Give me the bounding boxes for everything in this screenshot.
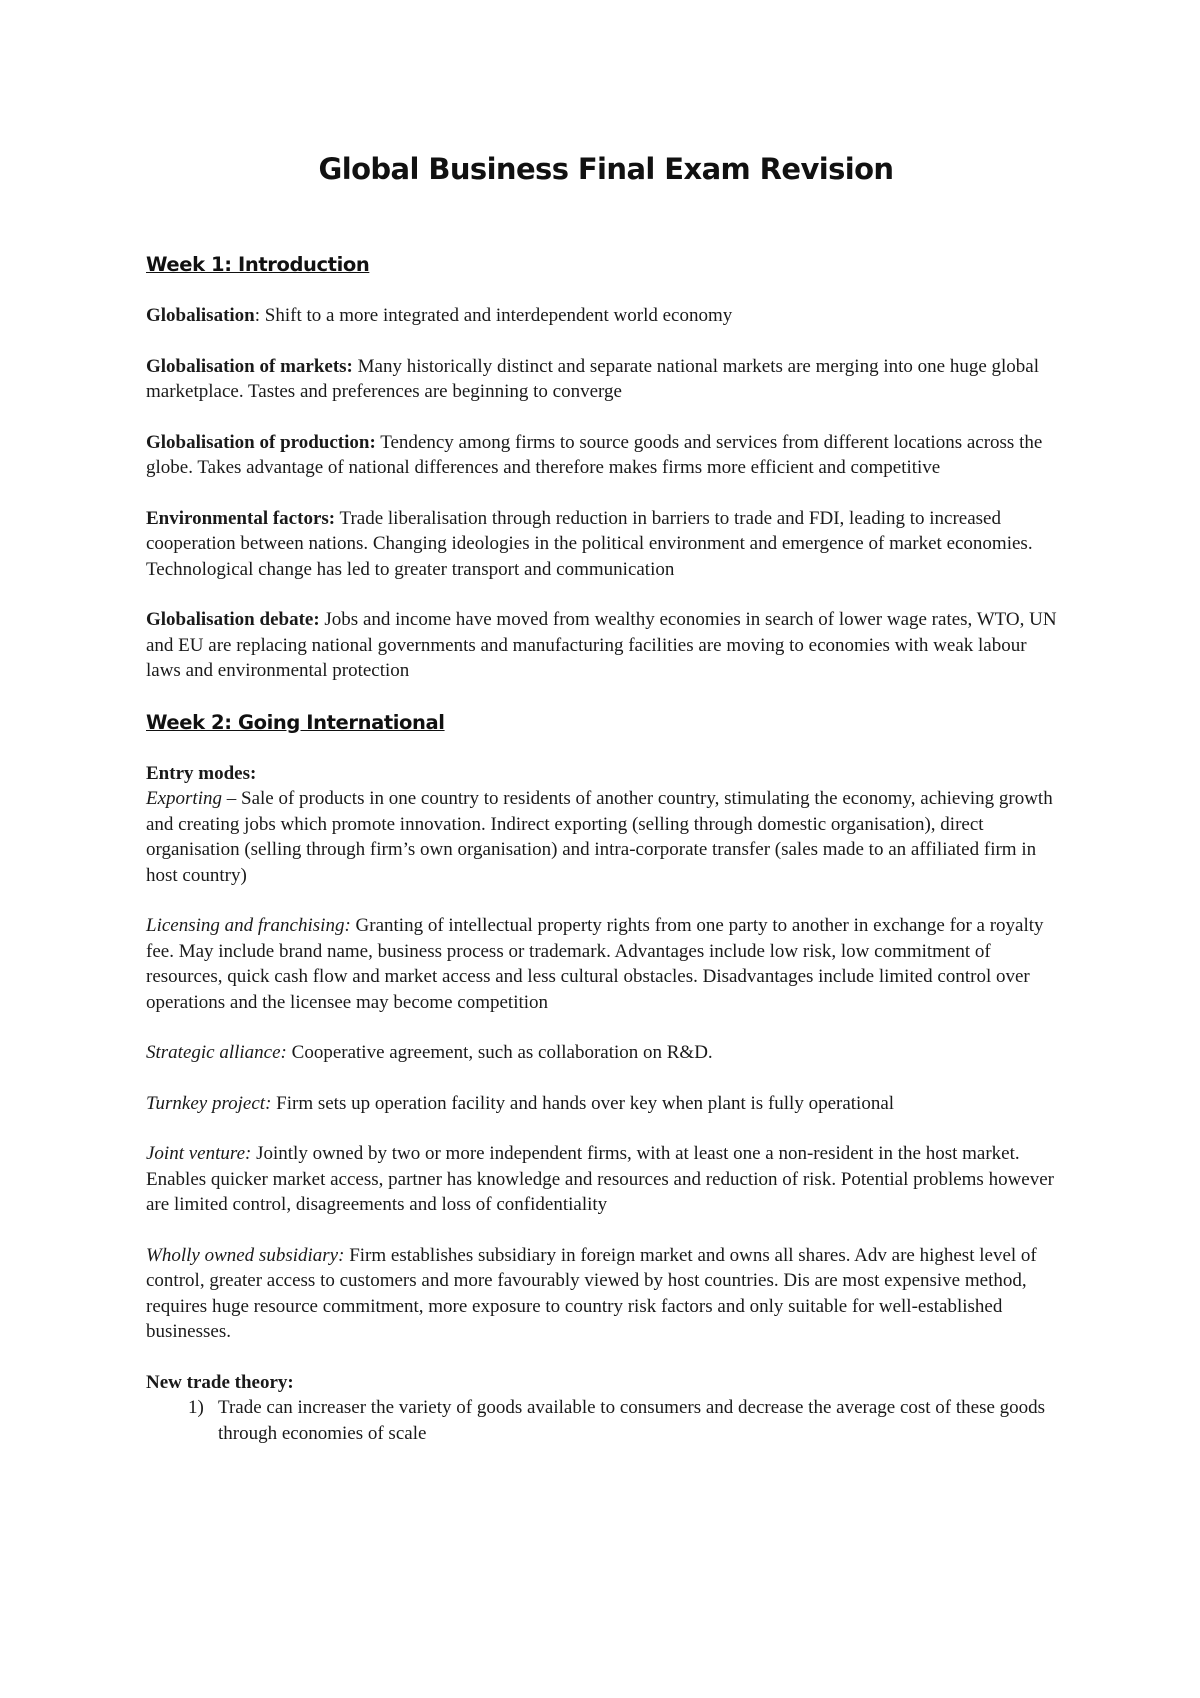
- document-body: [146, 147, 1066, 1446]
- term-label: Globalisation debate:: [146, 609, 320, 630]
- definition-text: Tendency among firms to source goods and services from different locations across the globe. Takes advantage of national differences and therefore makes firms more efficient and competitive: [146, 431, 1043, 478]
- definition-text: Granting of intellectual property rights from one party to another in exchange for a royalty fee. May include brand name, business process or trademark. Advantages include low risk, low commitment of resources, quick cash flow and market access and less cultural obstacles. Disadvantages include limited control over operations and the licensee may become competition: [146, 915, 1044, 1013]
- week1-heading: Week 1: Introduction: [146, 253, 370, 276]
- definition-globalisation-of-markets: [146, 354, 1066, 405]
- term-label: Turnkey project:: [146, 1092, 272, 1114]
- week2-heading: Week 2: Going International: [146, 710, 445, 734]
- definition-text: Jointly owned by two or more independent firms, with at least one a non-resident in the host market. Enables quicker market access, partner has knowledge and resources and reduction of risk. Potential problems however are limited control, disagreements and loss of confidentiality: [146, 1143, 1054, 1215]
- entry-mode-turnkey-project: [146, 1091, 1066, 1117]
- term-label: Globalisation of production:: [146, 431, 376, 453]
- entry-mode-joint-venture: [146, 1141, 1066, 1218]
- definition-globalisation: [146, 303, 1066, 329]
- term-label: Strategic alliance:: [146, 1042, 287, 1063]
- term-label: Exporting: [146, 788, 222, 809]
- definition-globalisation-debate: [146, 607, 1066, 684]
- entry-modes-heading: Entry modes:: [146, 762, 257, 784]
- list-item-text: Trade can increaser the variety of goods available to consumers and decrease the average cost of these goods through economies of scale: [218, 1397, 1046, 1444]
- term-label: Joint venture:: [146, 1143, 252, 1164]
- new-trade-theory-list: [146, 1395, 1066, 1446]
- new-trade-theory-heading: New trade theory:: [146, 1371, 294, 1393]
- term-label: Globalisation: [146, 305, 255, 326]
- definition-text: Firm sets up operation facility and hands over key when plant is fully operational: [271, 1092, 895, 1114]
- document-title: Global Business Final Exam Revision: [318, 152, 894, 186]
- definition-environmental-factors: [146, 506, 1066, 583]
- term-label: Licensing and franchising:: [146, 915, 351, 936]
- definition-text: – Sale of products in one country to residents of another country, stimulating the economy, achieving growth and creating jobs which promote innovation. Indirect exporting (selling through domestic organisation), direct organisation (selling through firm’s own organisation) and intra-corporate transfer (sales made to an affiliated firm in host country): [146, 788, 1053, 886]
- definition-text: : Shift to a more integrated and interdependent world economy: [254, 305, 733, 326]
- term-label: Wholly owned subsidiary:: [146, 1244, 345, 1266]
- entry-mode-strategic-alliance: [146, 1040, 1066, 1066]
- definition-globalisation-of-production: [146, 430, 1066, 481]
- definition-text: Jobs and income have moved from wealthy economies in search of lower wage rates, WTO, UN and EU are replacing national governments and manufacturing facilities are moving to economies with weak labour laws and environmental protection: [146, 609, 1057, 681]
- definition-text: Trade liberalisation through reduction in barriers to trade and FDI, leading to increased cooperation between nations. Changing ideologies in the political environment and emergence of market economies. Technological change has led to greater transport and communication: [146, 507, 1033, 580]
- list-item: [146, 1395, 1066, 1446]
- entry-mode-exporting: [146, 786, 1066, 888]
- definition-text: Cooperative agreement, such as collaboration on R&D.: [286, 1042, 713, 1063]
- definition-text: Many historically distinct and separate national markets are merging into one huge global marketplace. Tastes and preferences are beginning to converge: [146, 355, 1039, 402]
- definition-text: Firm establishes subsidiary in foreign market and owns all shares. Adv are highest level of control, greater access to customers and more favourably viewed by host countries. Dis are most expensive method, requires huge resource commitment, more exposure to country risk factors and only suitable for well-established businesses.: [146, 1244, 1037, 1342]
- entry-mode-wholly-owned-subsidiary: [146, 1243, 1066, 1345]
- list-item-number: 1): [188, 1397, 204, 1418]
- entry-mode-licensing: [146, 913, 1066, 1015]
- term-label: Environmental factors:: [146, 507, 336, 529]
- term-label: Globalisation of markets:: [146, 355, 353, 377]
